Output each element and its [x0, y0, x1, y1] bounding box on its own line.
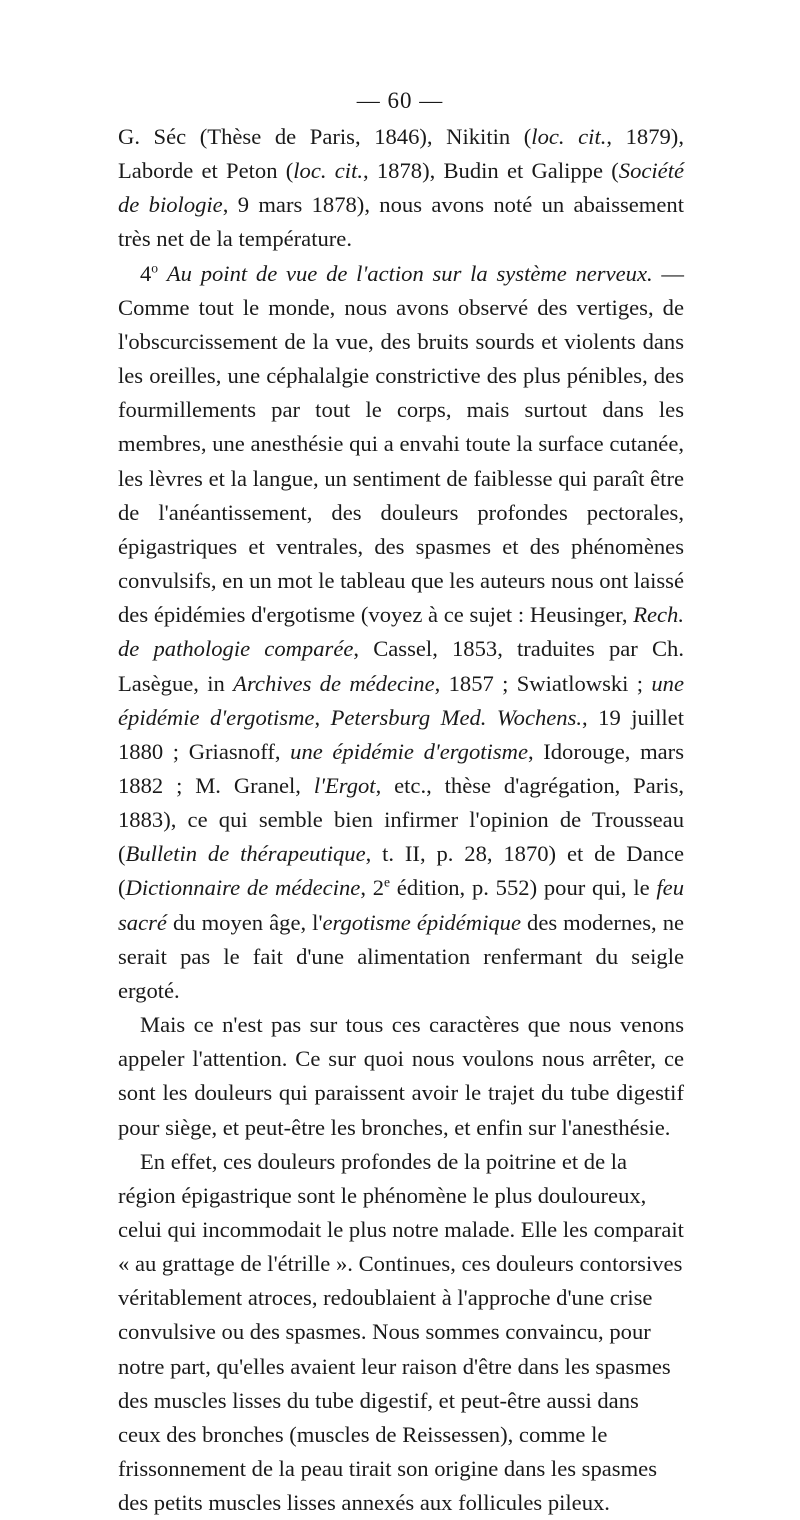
italic-text: l'Ergot: [313, 772, 376, 798]
italic-text: Bulletin de thérapeutique: [125, 841, 366, 867]
italic-text: Société de biologie: [118, 158, 684, 218]
superscript-text: o: [151, 260, 159, 276]
italic-text: Archives de médecine: [233, 670, 435, 696]
italic-text: ergotisme épidémique: [322, 909, 521, 935]
italic-text: une épidémie d'ergotisme: [118, 670, 684, 730]
page-number: — 60 —: [356, 88, 444, 113]
italic-text: Dictionnaire de médecine: [125, 875, 361, 901]
italic-text: Petersburg Med. Wochens.: [330, 704, 583, 730]
italic-text: une épidémie d'ergotisme: [290, 738, 528, 764]
paragraph-4: En effet, ces douleurs profondes de la poitrine et de la région épigastrique sont le phénomène le plus douloureux, celui qui incommodait le plus notre malade. Elle les comparait « au grattage de l'étrille ». Continues, ces douleurs contorsives véritablement atroces, redoublaient à l'approche d'une crise convulsive ou des spasmes. Nous sommes convaincu, pour notre part, qu'elles avaient leur raison d'être dans les spasmes des muscles lisses du tube digestif, et peut-être aussi dans ceux des bronches (muscles de Reissessen), comme le frissonnement de la peau tirait son origine dans les spasmes des petits muscles lisses annexés aux follicules pileux.: [118, 1148, 684, 1516]
italic-text: Au point de vue de l'action sur la système nerveux.: [166, 260, 653, 286]
italic-text: Rech. de pathologie comparée: [118, 602, 684, 662]
paragraph-2: 4$^o$ Au point de vue de l'action sur la système nerveux. — Comme tout le monde, nous avons observé des vertiges, de l'obscurcissement de la vue, des bruits sourds et violents dans les oreilles, une céphalalgie constrictive des plus pénibles, des fourmillements par tout le corps, mais surtout dans les membres, une anesthésie qui a envahi toute la surface cutanée, les lèvres et la langue, un sentiment de faiblesse qui paraît être de l'anéantissement, des douleurs profondes pectorales, épigastriques et ventrales, des spasmes et des phénomènes convulsifs, en un mot le tableau que les auteurs nous ont laissé des épidémies d'ergotisme (voyez à ce sujet : Heusinger, Rech. de pathologie comparée, Cassel, 1853, traduites par Ch. Lasègue, in Archives de médecine, 1857 ; Swiatlowski ; une épidémie d'ergotisme, Petersburg Med. Wochens., 19 juillet 1880 ; Griasnoff, une épidémie d'ergotisme, Idorouge, mars 1882 ; M. Granel, l'Ergot, etc., thèse d'agrégation, Paris, 1883), ce qui semble bien infirmer l'opinion de Trousseau (Bulletin de thérapeutique, t. II, p. 28, 1870) et de Dance (Dictionnaire de médecine, 2e édition, p. 552) pour qui, le feu sacré du moyen âge, l'ergotisme épidémique des modernes, ne serait pas le fait d'une alimentation renfermant du seigle ergoté.: [118, 260, 685, 1003]
italic-text: loc. cit.: [531, 124, 607, 149]
italic-text: feu sacré: [118, 875, 685, 935]
paragraph-3: Mais ce n'est pas sur tous ces caractères que nous venons appeler l'attention. Ce sur quoi nous voulons nous arrêter, ce sont les douleurs qui paraissent avoir le trajet du tube digestif pour siège, et peut-être les bronches, et enfin sur l'anesthésie.: [118, 1012, 684, 1140]
body-text: [118, 120, 684, 1520]
italic-text: loc. cit.: [293, 158, 363, 184]
superscript-text: e: [384, 874, 391, 890]
paragraph-1: G. Séc (Thèse de Paris, 1846), Nikitin (loc. cit., 1879), Laborde et Peton (loc. cit., 1878), Budin et Galippe (Société de biologie, 9 mars 1878), nous avons noté un abaissement très net de la température.: [118, 124, 684, 252]
